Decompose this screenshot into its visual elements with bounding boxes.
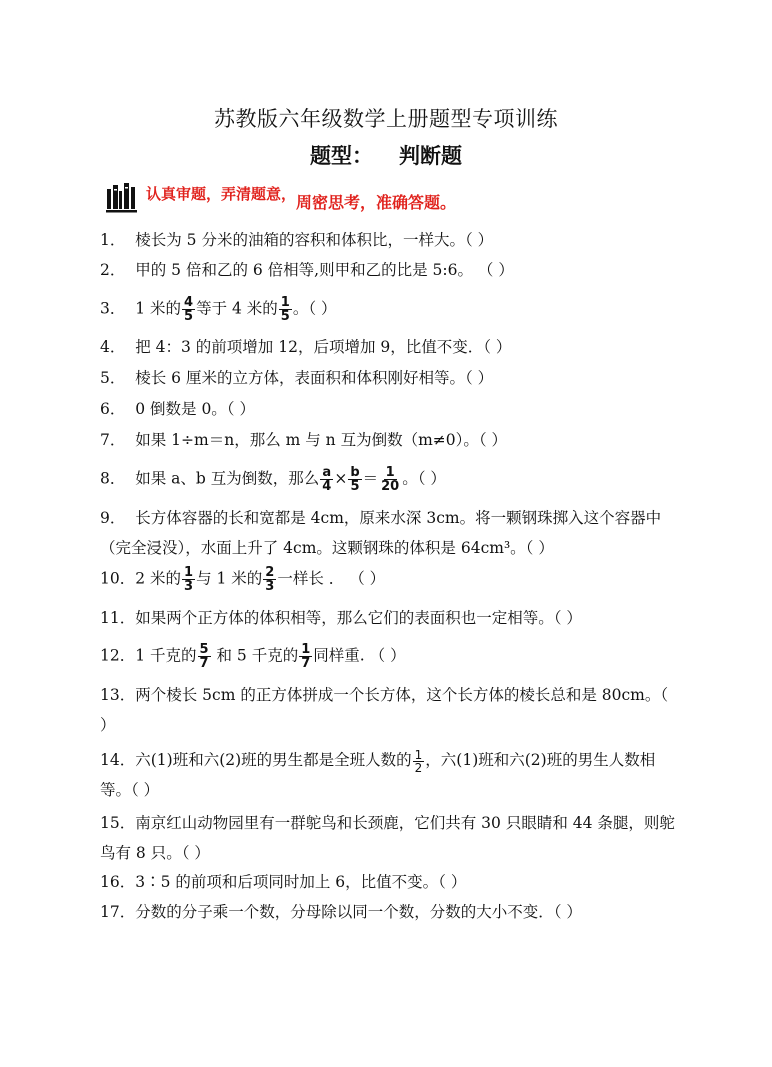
question-11: 11．如果两个正方体的体积相等，那么它们的表面积也一定相等。（ ） bbox=[100, 609, 582, 627]
fraction: $\frac{b}{5}$ bbox=[350, 465, 360, 494]
fraction: $\frac{1}{20}$ bbox=[381, 465, 400, 494]
question-5: 5． 棱长 6 厘米的立方体，表面积和体积刚好相等。（ ） bbox=[100, 369, 494, 387]
subtitle-value: 判断题 bbox=[399, 143, 462, 168]
question-7: 7． 如果 1÷m＝n，那么 m 与 n 互为倒数（m≠0）。（ ） bbox=[100, 431, 508, 449]
fraction: $\frac{a}{4}$ bbox=[322, 465, 332, 494]
question-14: 14．六(1)班和六(2)班的男生都是全班人数的 $\frac{1}{2}$ ，六(1)班和六(2)班的男生人数相等。（ ） bbox=[100, 747, 656, 799]
page-title: 苏教版六年级数学上册题型专项训练 bbox=[214, 107, 558, 131]
fraction: $\frac{2}{3}$ bbox=[265, 565, 275, 594]
fraction: $\frac{1}{2}$ bbox=[414, 747, 423, 775]
banner-text-b: 周密思考，准确答题。 bbox=[296, 192, 457, 212]
question-12: 12．1 千克的 $\frac{5}{7}$ 和 5 千克的 $\frac{1}{7}$ 同样重. （ ） bbox=[100, 642, 406, 671]
fraction: $\frac{1}{7}$ bbox=[301, 642, 311, 671]
banner-text-a: 认真审题，弄清题意， bbox=[146, 184, 297, 203]
fraction: $\frac{1}{3}$ bbox=[184, 565, 194, 594]
fraction: $\frac{1}{5}$ bbox=[280, 295, 290, 324]
question-6: 6． 0 倒数是 0。（ ） bbox=[100, 400, 255, 418]
question-4: 4． 把 4：3 的前项增加 12，后项增加 9，比值不变．（ ） bbox=[100, 338, 512, 356]
question-8: 8． 如果 a、b 互为倒数，那么 $\frac{a}{4}$ × $\frac{b}{5}$ ＝ $\frac{1}{20}$ 。（ ） bbox=[100, 465, 446, 494]
subtitle-label: 题型： bbox=[310, 143, 373, 168]
fraction: $\frac{4}{5}$ bbox=[184, 295, 194, 324]
question-16: 16．3∶5 的前项和后项同时加上 6，比值不变。（ ） bbox=[100, 873, 467, 891]
fraction: $\frac{5}{7}$ bbox=[199, 642, 209, 671]
question-1: 1． 棱长为 5 分米的油箱的容积和体积比，一样大。（ ） bbox=[100, 231, 494, 249]
question-2: 2． 甲的 5 倍和乙的 6 倍相等,则甲和乙的比是 5:6。 （ ） bbox=[100, 261, 514, 279]
question-15: 15．南京红山动物园里有一群鸵鸟和长颈鹿，它们共有 30 只眼睛和 44 条腿，则鸵鸟有 8 只。（ ） bbox=[100, 814, 675, 862]
question-3: 3． 1 米的 $\frac{4}{5}$ 等于 4 米的 $\frac{1}{5}$ 。（ ） bbox=[100, 295, 337, 324]
books-icon bbox=[106, 181, 138, 213]
question-17: 17．分数的分子乘一个数，分母除以同一个数，分数的大小不变．（ ） bbox=[100, 903, 582, 921]
page-subtitle bbox=[0, 140, 772, 170]
question-10: 10．2 米的 $\frac{1}{3}$ 与 1 米的 $\frac{2}{3}$ 一样长 ． （ ） bbox=[100, 565, 386, 594]
question-13: 13．两个棱长 5cm 的正方体拼成一个长方体，这个长方体的棱长总和是 80cm。（ ） bbox=[100, 686, 669, 734]
question-9: 9． 长方体容器的长和宽都是 4cm，原来水深 3cm。将一颗钢珠掷入这个容器中（完全浸没），水面上升了 4cm。这颗钢珠的体积是 64cm³。（ ） bbox=[100, 509, 662, 557]
instruction-banner bbox=[106, 180, 456, 214]
